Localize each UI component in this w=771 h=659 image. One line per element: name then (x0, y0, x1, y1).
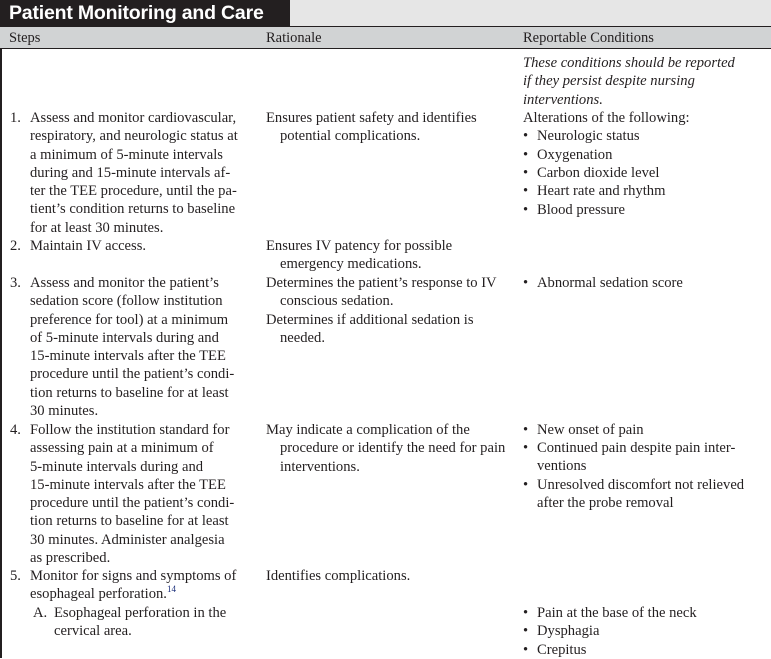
step-line: procedure until the patient’s condi- (30, 495, 235, 512)
step-number: 2. (10, 238, 21, 254)
rationale-text: Ensures patient safety and identifies potential complications. (266, 110, 477, 145)
step-line (30, 585, 252, 603)
note-line: if they persist despite nursing (523, 73, 695, 90)
title-bar (0, 0, 771, 26)
bullet-icon: • (523, 275, 529, 291)
reportable-intro: Alterations of the following: (523, 110, 690, 126)
bullet-icon: • (523, 642, 529, 658)
rationale-text: Determines if additional sedation is needed. (266, 312, 474, 347)
bullet-icon: • (523, 165, 529, 181)
step-text (30, 109, 252, 237)
step-line: for at least 30 minutes. (30, 219, 164, 236)
reference-link[interactable]: 14 (166, 584, 176, 595)
substep-line: Esophageal perforation in the (54, 605, 227, 621)
bullet-icon: • (523, 477, 529, 493)
step-line: sedation score (follow institution (30, 293, 223, 310)
left-border-rule (0, 49, 2, 658)
bullet-icon: • (523, 440, 529, 456)
note-line: These conditions should be reported (523, 55, 735, 71)
step-line: tion returns to baseline for at least (30, 384, 229, 401)
column-header-reportable: Reportable Conditions (523, 30, 654, 46)
step-line: during and 15-minute intervals af- (30, 164, 231, 181)
bullet-icon: • (523, 422, 529, 438)
step-number: 1. (10, 110, 21, 126)
bullet-icon: • (523, 623, 529, 639)
step-line: 30 minutes. (30, 403, 99, 420)
step-line: 15-minute intervals after the TEE (30, 348, 226, 365)
step-line: Assess and monitor the patient’s (30, 275, 219, 291)
step-number: 4. (10, 422, 21, 438)
step-line: Assess and monitor cardiovascular, (30, 110, 237, 126)
step-line: tient’s condition returns to baseline (30, 201, 236, 218)
step-number: 5. (10, 568, 21, 584)
step-line: a minimum of 5-minute intervals (30, 146, 223, 163)
step-line: Monitor for signs and symptoms of (30, 568, 237, 584)
column-header-steps: Steps (9, 30, 41, 46)
substep-line: cervical area. (54, 623, 132, 640)
step-line: preference for tool) at a minimum (30, 311, 229, 328)
reportable-note (523, 54, 763, 109)
step-text (30, 421, 252, 567)
rationale-text: Ensures IV patency for possible emergency medications. (266, 238, 453, 273)
step-text (30, 274, 252, 420)
step-line: procedure until the patient’s condi- (30, 366, 235, 383)
section-title: Patient Monitoring and Care (0, 0, 290, 26)
step-line: ter the TEE procedure, until the pa- (30, 183, 237, 200)
substep-letter: A. (33, 605, 48, 621)
bullet-icon: • (523, 202, 529, 218)
step-line: 5-minute intervals during and (30, 458, 204, 475)
step-line: Follow the institution standard for (30, 422, 230, 438)
rationale-text: Identifies complications. (266, 568, 411, 584)
bullet-icon: • (523, 183, 529, 199)
step-text: Maintain IV access. (30, 238, 147, 254)
step-number: 3. (10, 275, 21, 291)
bullet-icon: • (523, 605, 529, 621)
bullet-icon: • (523, 128, 529, 144)
note-line: interventions. (523, 91, 603, 108)
rationale-text: Determines the patient’s response to IV conscious sedation. (266, 275, 497, 310)
step-line: tion returns to baseline for at least (30, 513, 229, 530)
step-line: assessing pain at a minimum of (30, 440, 214, 457)
step-line-text: esophageal perforation. (30, 586, 167, 603)
step-line: of 5-minute intervals during and (30, 329, 219, 346)
column-header-rationale: Rationale (266, 30, 322, 46)
step-line: as prescribed. (30, 550, 111, 567)
rationale-text: May indicate a complication of the procedure or identify the need for pain interventions. (266, 422, 506, 475)
step-text (30, 567, 252, 604)
step-line: 15-minute intervals after the TEE (30, 476, 226, 493)
table-header (0, 26, 771, 49)
step-line: respiratory, and neurologic status at (30, 128, 238, 145)
bullet-icon: • (523, 147, 529, 163)
substep-text (54, 604, 254, 641)
step-line: 30 minutes. Administer analgesia (30, 531, 225, 548)
